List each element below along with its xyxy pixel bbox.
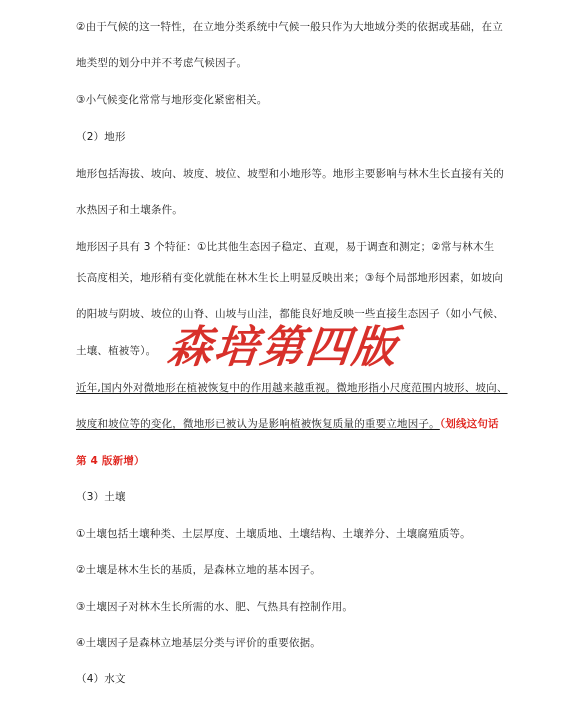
section-heading-soil: （3）土壤 <box>76 491 126 503</box>
section-heading-hydrology: （4）水文 <box>76 673 126 685</box>
paragraph-line: ③小气候变化常常与地形变化紧密相关。 <box>76 94 268 106</box>
paragraph-line: ③土壤因子对林木生长所需的水、肥、气热具有控制作用。 <box>76 601 354 613</box>
underlined-sentence-text: 坡度和坡位等的变化，微地形已被认为是影响植被恢复质量的重要立地因子。 <box>76 418 440 430</box>
edition-note: （划线这句话 <box>439 418 499 430</box>
paragraph-line: ②土壤是林木生长的基质，是森林立地的基本因子。 <box>76 564 322 576</box>
paragraph-line: ①土壤包括土壤种类、土层厚度、土壤质地、土壤结构、土壤养分、土壤腐殖质等。 <box>76 528 471 540</box>
paragraph-line: 水热因子和土壤条件。 <box>76 204 183 216</box>
underlined-sentence-line: 近年,国内外对微地形在植被恢复中的作用越来越重视。微地形指小尺度范围内坡形、坡向、 <box>76 382 508 394</box>
paragraph-line: 的阳坡与阴坡、坡位的山脊、山坡与山洼，都能良好地反映一些直接生态因子（如小气候、 <box>76 308 504 320</box>
paragraph-line: 长高度相关，地形稍有变化就能在林木生长上明显反映出来；③每个局部地形因素，如坡向 <box>76 272 503 284</box>
paragraph-line: 地形包括海拔、坡向、坡度、坡位、坡型和小地形等。地形主要影响与林木生长直接有关的 <box>76 168 504 180</box>
section-heading-terrain: （2）地形 <box>76 131 126 143</box>
paragraph-line: 土壤、植被等）。 <box>76 345 157 357</box>
paragraph-line: ④土壤因子是森林立地基层分类与评价的重要依据。 <box>76 637 322 649</box>
edition-note-continued: 第 4 版新增） <box>76 455 145 467</box>
paragraph-line: ②由于气候的这一特性，在立地分类系统中气候一般只作为大地域分类的依据或基础，在立 <box>76 21 503 33</box>
underlined-sentence-line <box>76 417 499 431</box>
paragraph-line: 地类型的划分中并不考虑气候因子。 <box>76 57 248 69</box>
paragraph-line: 地形因子具有 3 个特征：①比其他生态因子稳定、直观，易于调查和测定；②常与林木生 <box>76 241 495 253</box>
watermark-stamp: 森培第四版 <box>165 322 401 373</box>
